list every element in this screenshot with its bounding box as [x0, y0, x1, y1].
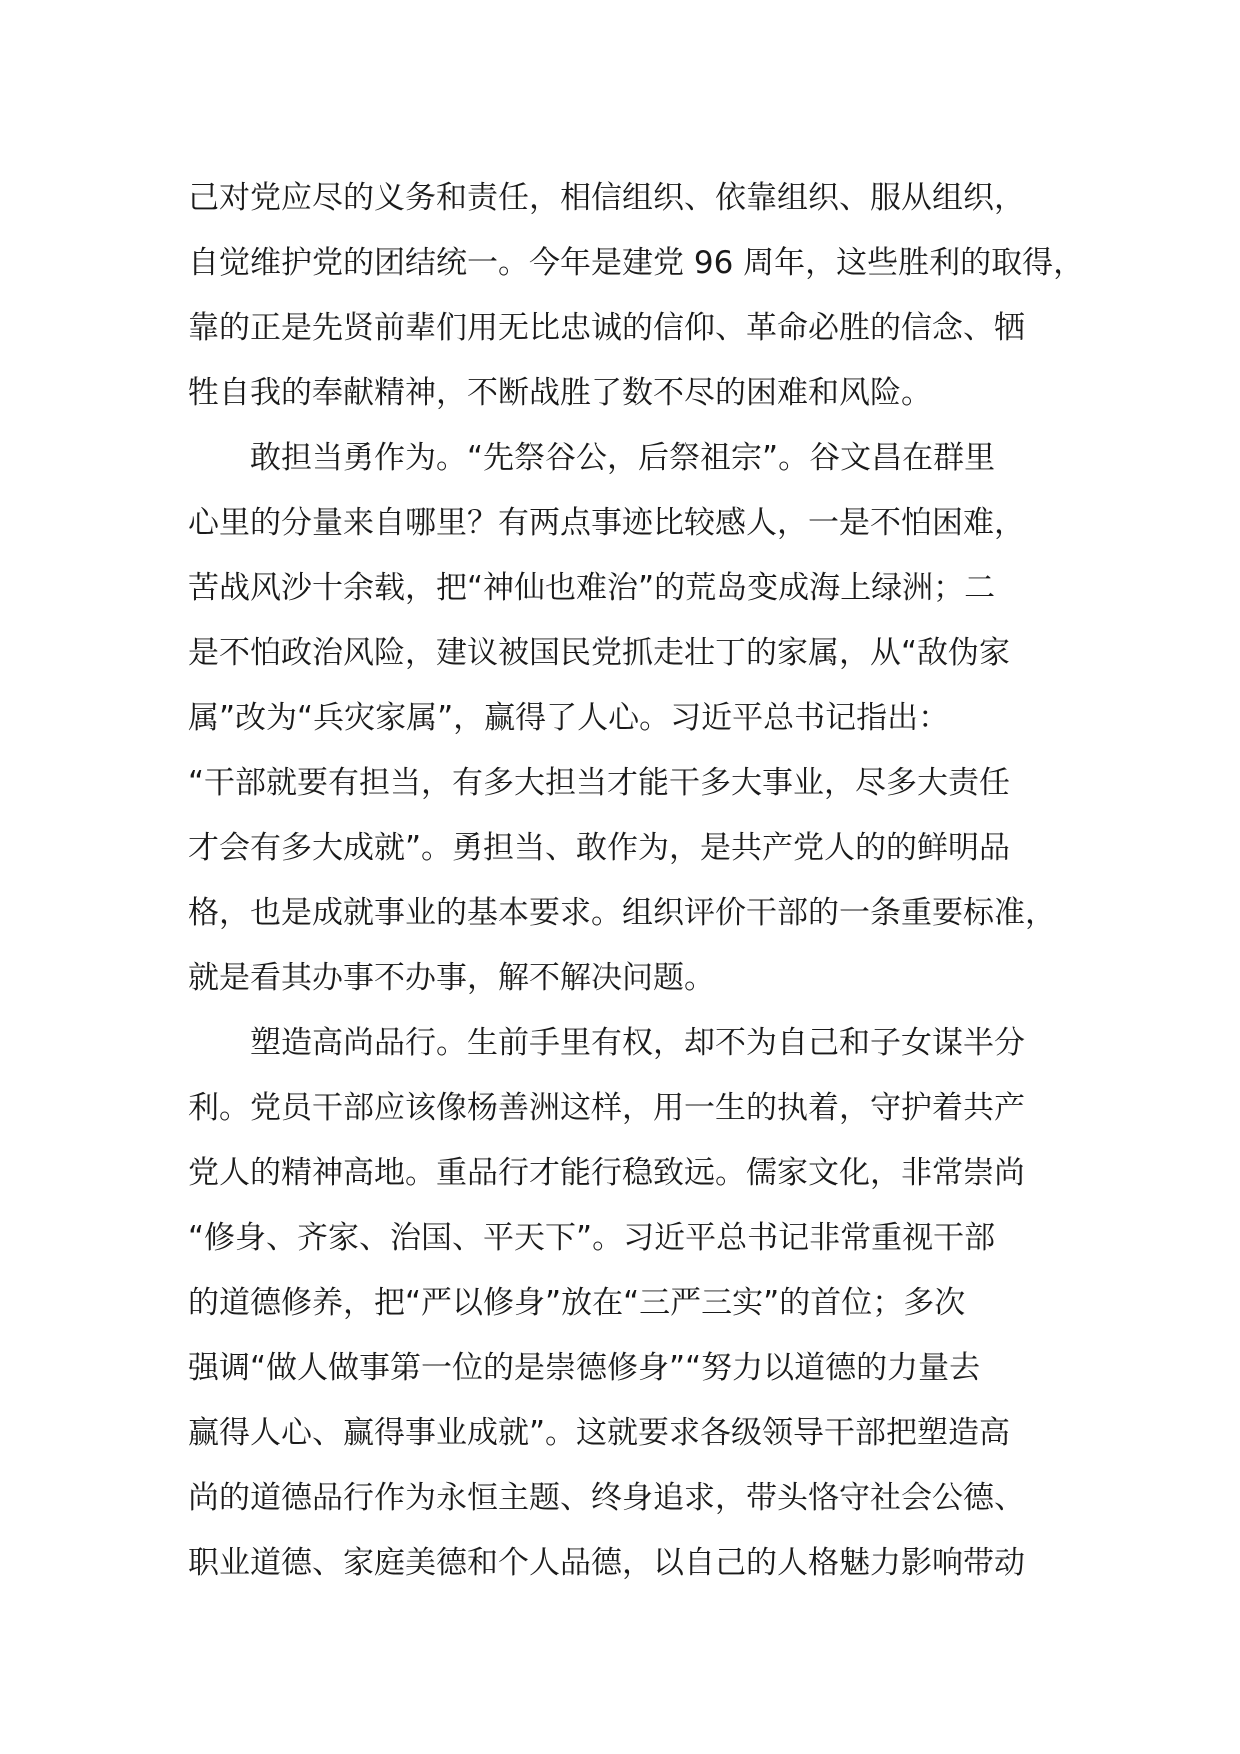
text-line: 苦战风沙十余载，把“神仙也难治”的荒岛变成海上绿洲；二: [188, 570, 996, 606]
text-line: “干部就要有担当，有多大担当才能干多大事业，尽多大责任: [188, 765, 1011, 801]
text-line: 心里的分量来自哪里？有两点事迹比较感人，一是不怕困难，: [188, 505, 1025, 541]
text-line: 强调“做人做事第一位的是崇德修身”“努力以道德的力量去: [188, 1350, 981, 1386]
text-line: 牲自我的奉献精神，不断战胜了数不尽的困难和风险。: [188, 375, 932, 411]
text-line: 自觉维护党的团结统一。今年是建党 96 周年，这些胜利的取得，: [188, 245, 1085, 281]
text-line: 职业道德、家庭美德和个人品德，以自己的人格魅力影响带动: [188, 1545, 1025, 1581]
text-line: 属”改为“兵灾家属”，赢得了人心。习近平总书记指出：: [188, 700, 950, 736]
text-line: 的道德修养，把“严以修身”放在“三严三实”的首位；多次: [188, 1285, 966, 1321]
text-line: 是不怕政治风险，建议被国民党抓走壮丁的家属，从“敌伪家: [188, 635, 1011, 671]
text-line: 尚的道德品行作为永恒主题、终身追求，带头恪守社会公德、: [188, 1480, 1025, 1516]
text-line: 靠的正是先贤前辈们用无比忠诚的信仰、革命必胜的信念、牺: [188, 310, 1025, 346]
paragraph-start-line: 敢担当勇作为。“先祭谷公，后祭祖宗”。谷文昌在群里: [250, 440, 996, 476]
text-line: 党人的精神高地。重品行才能行稳致远。儒家文化，非常崇尚: [188, 1155, 1025, 1191]
text-line: “修身、齐家、治国、平天下”。习近平总书记非常重视干部: [188, 1220, 996, 1256]
text-line: 利。党员干部应该像杨善洲这样，用一生的执着，守护着共产: [188, 1090, 1025, 1126]
text-line: 就是看其办事不办事，解不解决问题。: [188, 960, 715, 996]
text-line: 赢得人心、赢得事业成就”。这就要求各级领导干部把塑造高: [188, 1415, 1011, 1451]
text-line: 格，也是成就事业的基本要求。组织评价干部的一条重要标准，: [188, 895, 1056, 931]
paragraph-start-line: 塑造高尚品行。生前手里有权，却不为自己和子女谋半分: [250, 1025, 1025, 1061]
text-line: 才会有多大成就”。勇担当、敢作为，是共产党人的的鲜明品: [188, 830, 1011, 866]
text-line: 己对党应尽的义务和责任，相信组织、依靠组织、服从组织，: [188, 180, 1025, 216]
body-text: [188, 166, 1088, 1596]
